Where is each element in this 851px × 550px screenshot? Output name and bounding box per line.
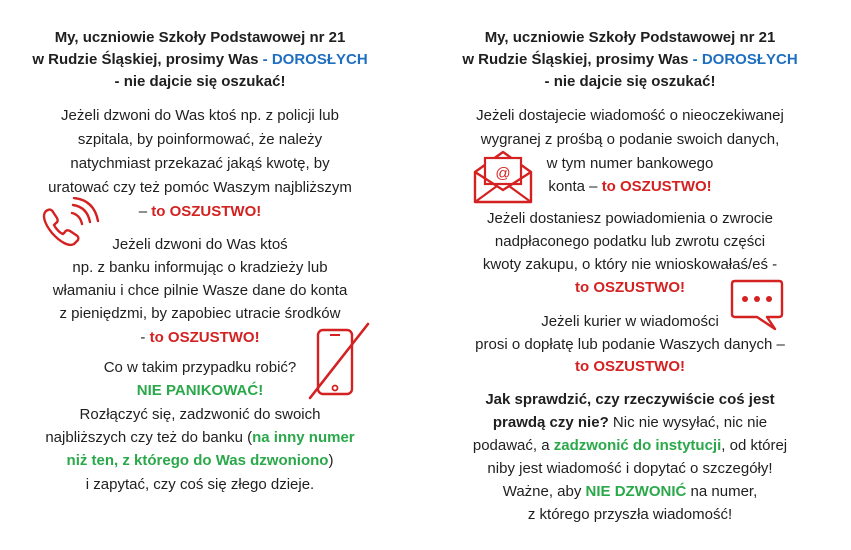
right-check-line2: prawdą czy nie? Nic nie wysyłać, nic nie	[492, 414, 768, 431]
right-check-line1: Jak sprawdzić, czy rzeczywiście coś jest	[485, 391, 775, 408]
right-tax-line3: kwoty zakupu, o który nie wnioskowałaś/eś -	[482, 256, 778, 273]
left-header-line1: My, uczniowie Szkoły Podstawowej nr 21	[54, 29, 346, 46]
left-police-fraud: – to OSZUSTWO!	[138, 203, 262, 220]
left-bank-line2: np. z banku informując o kradzieży lub	[72, 259, 328, 276]
right-check-line5: Ważne, aby NIE DZWONIĆ na numer,	[502, 483, 758, 500]
right-check-line6: z którego przyszła wiadomość!	[527, 506, 733, 523]
left-police-line1: Jeżeli dzwoni do Was ktoś np. z policji lub	[61, 107, 339, 124]
right-header-line2: w Rudzie Śląskiej, prosimy Was - DOROSŁYCH	[462, 51, 798, 68]
right-courier-fraud: to OSZUSTWO!	[575, 358, 685, 375]
left-police-line3: natychmiast przekazać jakąś kwotę, by	[70, 155, 330, 172]
right-courier-line2: prosi o dopłatę lub podanie Waszych danych –	[475, 336, 785, 353]
right-tax-line2: nadpłaconego podatku lub zwrotu części	[494, 233, 766, 250]
left-bank-line1: Jeżeli dzwoni do Was ktoś	[112, 236, 288, 253]
right-header-line1: My, uczniowie Szkoły Podstawowej nr 21	[484, 29, 776, 46]
left-police-line4: uratować czy też pomóc Waszym najbliższym	[48, 179, 352, 196]
right-tax-line1: Jeżeli dostaniesz powiadomienia o zwrocie	[487, 210, 773, 227]
right-header-line3: - nie dajcie się oszukać!	[544, 73, 716, 90]
email-envelope-icon	[471, 148, 535, 206]
right-prize-line1: Jeżeli dostajecie wiadomość o nieoczekiwanej	[476, 107, 784, 124]
left-advice-line1: Rozłączyć się, zadzwonić do swoich	[79, 406, 321, 423]
left-advice-line3: niż ten, z którego do Was dzwoniono)	[66, 452, 334, 469]
right-check-line3: podawać, a zadzwonić do instytucji, od której	[472, 437, 788, 454]
right-courier-line1: Jeżeli kurier w wiadomości	[541, 313, 719, 330]
left-header-line3: - nie dajcie się oszukać!	[114, 73, 286, 90]
crossed-smartphone-icon	[308, 322, 370, 400]
right-prize-fraud: konta – to OSZUSTWO!	[548, 178, 712, 195]
right-check-line4: niby jest wiadomość i dopytać o szczegóły!	[487, 460, 773, 477]
left-header-line2: w Rudzie Śląskiej, prosimy Was - DOROSŁYCH	[32, 51, 368, 68]
left-advice-question: Co w takim przypadku robić?	[103, 359, 297, 376]
phone-ringing-icon	[38, 197, 100, 249]
left-police-line2: szpitala, by poinformować, że należy	[77, 131, 323, 148]
left-bank-line3: włamaniu i chce pilnie Wasze dane do konta	[52, 282, 348, 299]
left-advice-line2: najbliższych czy też do banku (na inny numer	[45, 429, 355, 446]
left-advice-line4: i zapytać, czy coś się złego dzieje.	[85, 476, 315, 493]
left-bank-line4: z pieniędzmi, by zapobiec utracie środków	[59, 305, 341, 322]
left-bank-fraud: - to OSZUSTWO!	[140, 329, 260, 346]
right-prize-line3: w tym numer bankowego	[546, 155, 714, 172]
left-advice-no-panic: NIE PANIKOWAĆ!	[136, 382, 264, 399]
right-tax-fraud: to OSZUSTWO!	[575, 279, 685, 296]
chat-bubble-icon	[729, 278, 785, 332]
right-prize-line2: wygranej z prośbą o podanie swoich danych,	[480, 131, 780, 148]
svg-text:@: @	[495, 165, 511, 182]
